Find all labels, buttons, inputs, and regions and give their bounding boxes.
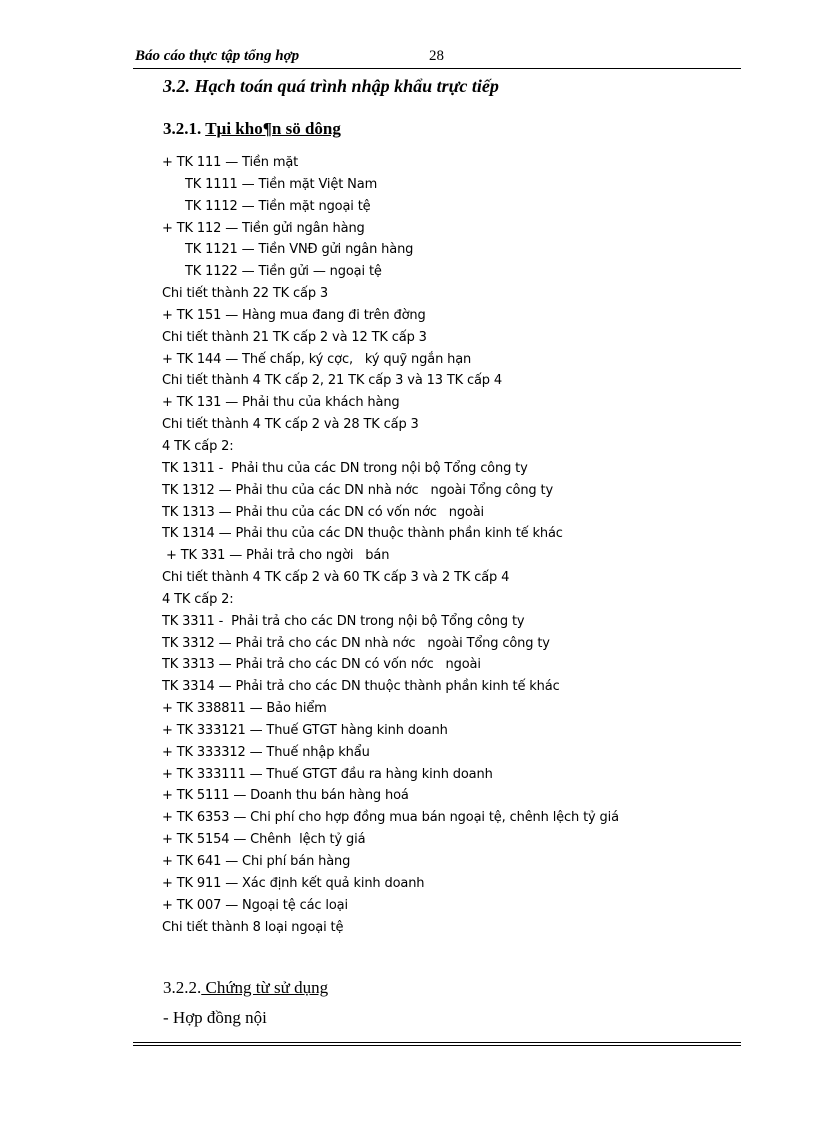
account-line: + TK 151 — Hàng mua đang đi trên đờng [162, 307, 426, 323]
report-title: Báo cáo thực tập tổng hợp [135, 48, 300, 64]
account-line: + TK 5111 — Doanh thu bán hàng hoá [162, 788, 409, 804]
account-line: TK 1112 — Tiền mặt ngoại tệ [185, 198, 371, 214]
account-line: + TK 131 — Phải thu của khách hàng [162, 395, 400, 411]
account-line: + TK 007 — Ngoại tệ các loại [162, 897, 348, 913]
account-line: TK 3311 - Phải trả cho các DN trong nội bộ Tổng công ty [162, 613, 525, 629]
account-line: + TK 144 — Thế chấp, ký cợc, ký quỹ ngắn hạn [162, 351, 472, 367]
subsection-number: 3.2.1. [163, 119, 206, 138]
account-line: TK 1121 — Tiền VNĐ gửi ngân hàng [185, 242, 414, 258]
account-line: Chi tiết thành 4 TK cấp 2 và 60 TK cấp 3 và 2 TK cấp 4 [162, 570, 510, 586]
account-line: + TK 333121 — Thuế GTGT hàng kinh doanh [162, 722, 448, 738]
account-line: 4 TK cấp 2: [162, 591, 234, 607]
account-line: TK 3313 — Phải trả cho các DN có vốn nớc ngoài [162, 657, 481, 673]
account-line: + TK 5154 — Chênh lệch tỷ giá [162, 832, 366, 848]
page-number: 28 [429, 48, 444, 64]
account-line: Chi tiết thành 21 TK cấp 2 và 12 TK cấp 3 [162, 329, 427, 345]
account-line: Chi tiết thành 4 TK cấp 2, 21 TK cấp 3 và 13 TK cấp 4 [162, 373, 503, 389]
account-line: + TK 641 — Chi phí bán hàng [162, 854, 351, 869]
account-line: TK 1311 - Phải thu của các DN trong nội bộ Tổng công ty [162, 460, 528, 476]
subsection-title-accounts [163, 119, 341, 139]
account-line: TK 1111 — Tiền mặt Việt Nam [185, 176, 378, 192]
footer-rule-top [133, 1042, 741, 1043]
footer-rule-bottom [133, 1045, 741, 1046]
account-line: + TK 6353 — Chi phí cho hợp đồng mua bán ngoại tệ, chênh lệch tỷ giá [162, 810, 619, 826]
account-line: Chi tiết thành 4 TK cấp 2 và 28 TK cấp 3 [162, 417, 419, 433]
subsection-number: 3.2.2. [163, 978, 202, 997]
account-line: TK 1314 — Phải thu của các DN thuộc thành phần kinh tế khác [162, 526, 563, 542]
subsection-title-documents [163, 978, 328, 998]
account-line: + TK 911 — Xác định kết quả kinh doanh [162, 875, 425, 891]
page-header [133, 46, 741, 68]
account-line: TK 3312 — Phải trả cho các DN nhà nớc ngoài Tổng công ty [162, 635, 550, 651]
account-line: + TK 112 — Tiền gửi ngân hàng [162, 220, 365, 236]
account-list [162, 152, 762, 938]
account-line: TK 1312 — Phải thu của các DN nhà nớc ngoài Tổng công ty [162, 482, 553, 498]
bullet-item: - Hợp đồng nội [163, 1008, 267, 1027]
subsection-heading: Chứng từ sử dụng [201, 978, 329, 997]
account-line: Chi tiết thành 8 loại ngoại tệ [162, 919, 344, 935]
account-line: + TK 333111 — Thuế GTGT đầu ra hàng kinh doanh [162, 766, 493, 782]
account-line: Chi tiết thành 22 TK cấp 3 [162, 286, 329, 302]
account-line: TK 1313 — Phải thu của các DN có vốn nớc ngoài [162, 504, 485, 520]
account-line: + TK 338811 — Bảo hiểm [162, 701, 327, 717]
account-line: TK 3314 — Phải trả cho các DN thuộc thành phần kinh tế khác [162, 679, 560, 695]
account-line: + TK 111 — Tiền mặt [162, 155, 299, 170]
subsection-heading: Tµi kho¶n sö dông [205, 119, 341, 138]
section-title: 3.2. Hạch toán quá trình nhập khẩu trực tiếp [163, 76, 499, 96]
account-line: 4 TK cấp 2: [162, 438, 234, 454]
header-rule [133, 68, 741, 69]
account-line: + TK 333312 — Thuế nhập khẩu [162, 744, 370, 760]
account-line: + TK 331 — Phải trả cho ngời bán [162, 548, 390, 564]
account-line: TK 1122 — Tiền gửi — ngoại tệ [185, 264, 382, 280]
